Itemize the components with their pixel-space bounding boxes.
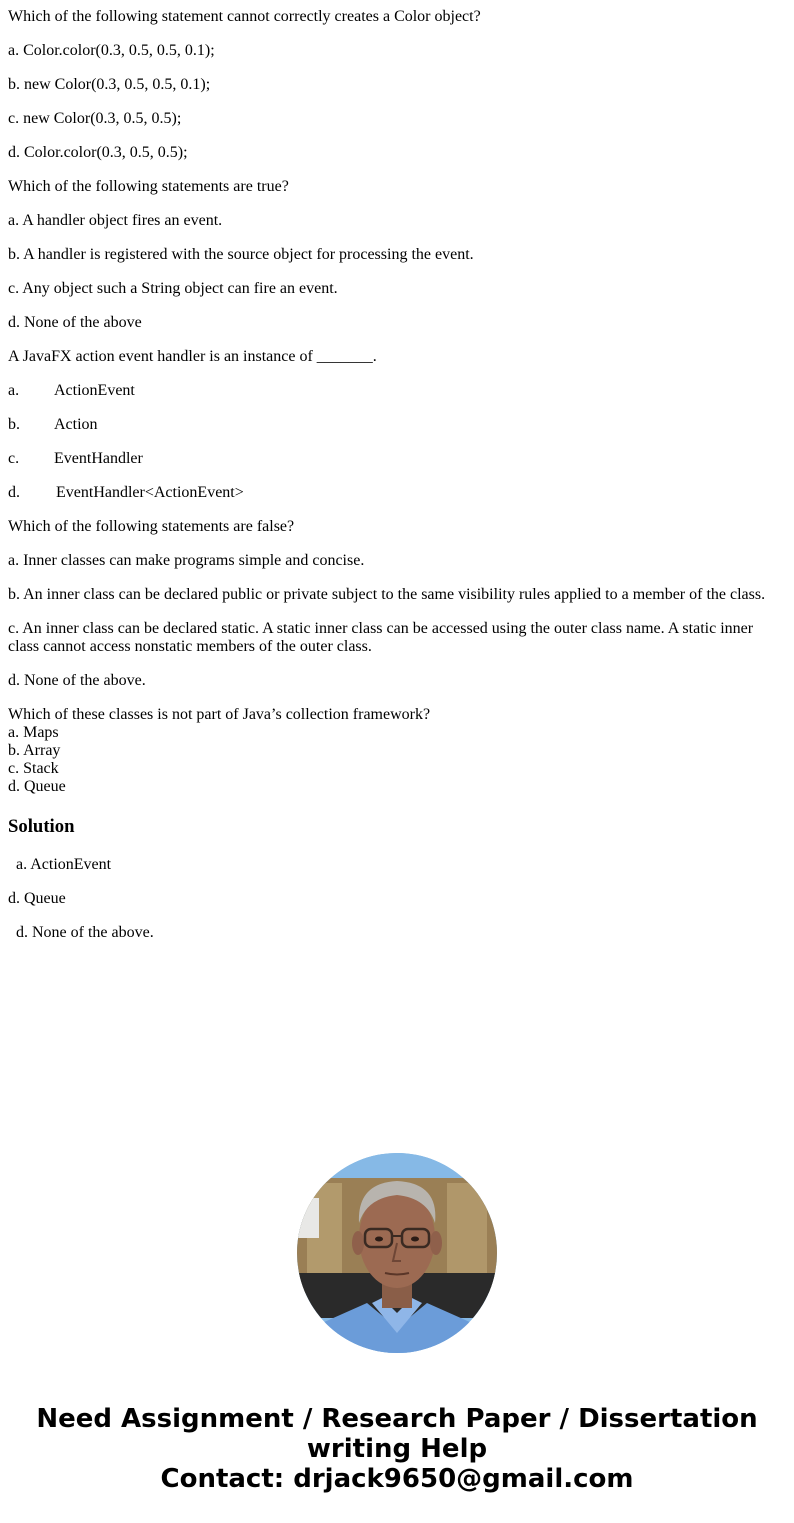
question-4: [8, 518, 786, 690]
option: b. Array: [8, 742, 61, 759]
solution-answer: d. None of the above.: [16, 924, 154, 941]
option: d. None of the above: [8, 314, 142, 331]
option: [8, 450, 786, 468]
question-1: [8, 8, 786, 162]
document-content: [8, 8, 786, 958]
person-photo-icon: [297, 1153, 497, 1353]
option: c. new Color(0.3, 0.5, 0.5);: [8, 110, 182, 127]
option-text: ActionEvent: [54, 382, 135, 399]
author-avatar: [297, 1153, 497, 1353]
option: d. None of the above.: [8, 672, 146, 689]
option: [8, 416, 786, 434]
promo-line-2: writing Help: [306, 1434, 488, 1464]
option: d. Queue: [8, 778, 66, 795]
option-label: c.: [8, 450, 20, 467]
option: b. An inner class can be declared public or private subject to the same visibility rules applied to a member of the class.: [8, 586, 766, 603]
question-5: [8, 706, 786, 796]
option: a. Maps: [8, 724, 59, 741]
solution-answer: d. Queue: [8, 890, 66, 907]
option-text: EventHandler<ActionEvent>: [56, 484, 244, 501]
question-prompt: Which of the following statement cannot correctly creates a Color object?: [8, 8, 481, 25]
question-3: [8, 348, 786, 502]
option-label: b.: [8, 416, 20, 433]
option: [8, 382, 786, 400]
option: d. Color.color(0.3, 0.5, 0.5);: [8, 144, 188, 161]
solution-answer: a. ActionEvent: [16, 856, 112, 873]
promo-line-1: Need Assignment / Research Paper / Dissertation: [36, 1404, 758, 1434]
option: b. A handler is registered with the source object for processing the event.: [8, 246, 474, 263]
solution-heading: Solution: [8, 816, 75, 837]
question-2: [8, 178, 786, 332]
option-label: a.: [8, 382, 20, 399]
option-label: d.: [8, 484, 20, 501]
option: [8, 484, 786, 502]
option: c. An inner class can be declared static. A static inner class can be accessed using the outer class name. A static inner class cannot access nonstatic members of the outer class.: [8, 620, 754, 655]
question-prompt: A JavaFX action event handler is an instance of _______.: [8, 348, 377, 365]
option-text: EventHandler: [54, 450, 143, 467]
option: a. A handler object fires an event.: [8, 212, 223, 229]
question-prompt: Which of these classes is not part of Java’s collection framework?: [8, 706, 431, 723]
promo-contact: Contact: drjack9650@gmail.com: [160, 1464, 634, 1494]
question-prompt: Which of the following statements are false?: [8, 518, 295, 535]
option: a. Color.color(0.3, 0.5, 0.5, 0.1);: [8, 42, 215, 59]
question-prompt: Which of the following statements are true?: [8, 178, 289, 195]
option: c. Stack: [8, 760, 59, 777]
promo-banner: [0, 1404, 794, 1494]
option: c. Any object such a String object can fire an event.: [8, 280, 338, 297]
option: b. new Color(0.3, 0.5, 0.5, 0.1);: [8, 76, 211, 93]
option: a. Inner classes can make programs simple and concise.: [8, 552, 365, 569]
option-text: Action: [54, 416, 98, 433]
solution-section: [8, 816, 786, 942]
